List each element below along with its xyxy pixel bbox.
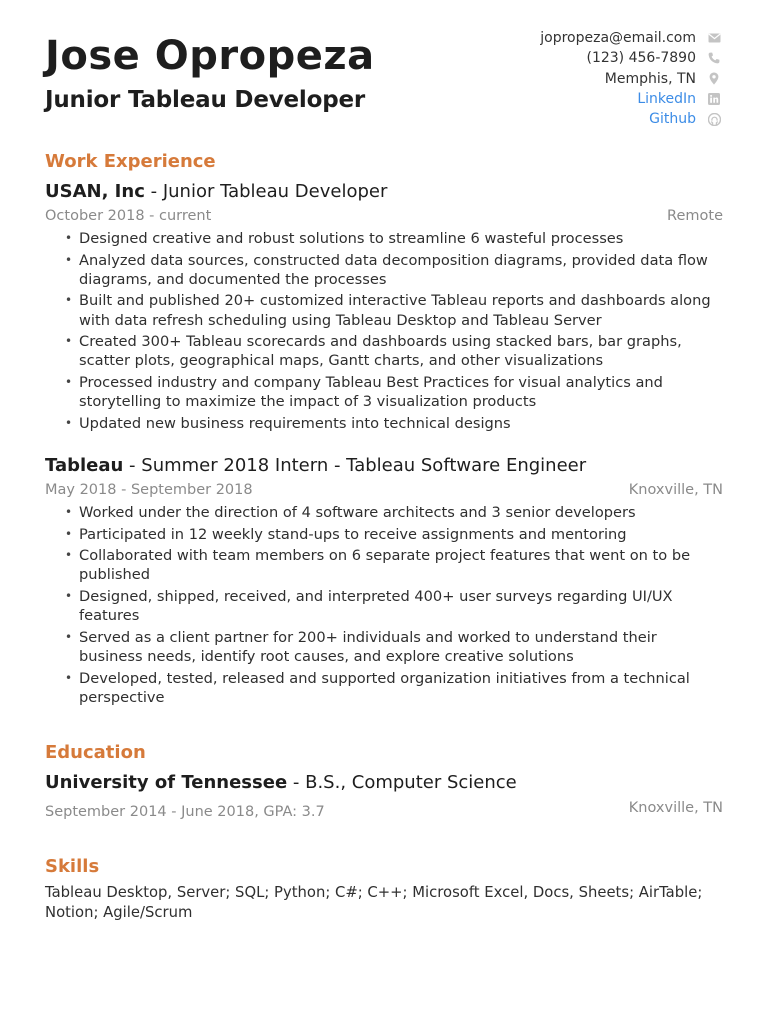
list-item: • Designed, shipped, received, and interpreted 400+ user surveys regarding UI/UX features bbox=[45, 587, 723, 625]
list-item: • Created 300+ Tableau scorecards and dashboards using stacked bars, bar graphs, scatter plots, geographical maps, Gantt charts, and other visualizations bbox=[45, 332, 723, 370]
section-heading-skills: Skills bbox=[45, 856, 100, 877]
list-item: • Worked under the direction of 4 software architects and 3 senior developers bbox=[45, 503, 723, 522]
job-role: - Junior Tableau Developer bbox=[144, 181, 388, 202]
candidate-title: Junior Tableau Developer bbox=[45, 87, 366, 113]
job-location: Knoxville, TN bbox=[628, 482, 723, 498]
list-item: • Collaborated with team members on 6 separate project features that went on to be published bbox=[45, 546, 723, 584]
contact-linkedin[interactable] bbox=[462, 89, 722, 109]
job-bullets bbox=[45, 503, 723, 709]
job-heading bbox=[45, 181, 387, 203]
list-item: • Updated new business requirements into technical designs bbox=[45, 414, 723, 433]
envelope-icon bbox=[706, 33, 722, 43]
list-item: • Participated in 12 weekly stand-ups to receive assignments and mentoring bbox=[45, 525, 723, 544]
education-location: Knoxville, TN bbox=[628, 800, 723, 816]
list-item: • Served as a client partner for 200+ individuals and worked to understand their business needs, identify root causes, and explore creative solutions bbox=[45, 628, 723, 666]
list-item: • Designed creative and robust solutions to streamline 6 wasteful processes bbox=[45, 229, 723, 248]
job-dates: October 2018 - current bbox=[45, 208, 212, 224]
job-location: Remote bbox=[667, 208, 723, 224]
contact-location bbox=[462, 69, 722, 89]
contact-block bbox=[462, 28, 722, 129]
job-bullets bbox=[45, 229, 723, 435]
linkedin-icon bbox=[706, 93, 722, 105]
section-heading-education: Education bbox=[45, 742, 146, 763]
map-pin-icon bbox=[706, 72, 722, 85]
email-text[interactable]: jopropeza@email.com bbox=[540, 30, 696, 46]
education-meta bbox=[45, 799, 723, 821]
list-item: • Processed industry and company Tableau Best Practices for visual analytics and storytelling to maximize the impact of 3 visualization products bbox=[45, 373, 723, 411]
linkedin-link[interactable]: LinkedIn bbox=[637, 90, 696, 107]
skills-list: Tableau Desktop, Server; SQL; Python; C#; C++; Microsoft Excel, Docs, Sheets; AirTable; Notion; Agile/Scrum bbox=[45, 884, 703, 921]
github-link[interactable]: Github bbox=[649, 111, 696, 128]
contact-phone[interactable] bbox=[462, 48, 722, 68]
github-icon bbox=[706, 113, 722, 126]
job-organization: Tableau bbox=[45, 455, 124, 476]
phone-icon bbox=[706, 52, 722, 64]
list-item: • Developed, tested, released and supported organization initiatives from a technical perspective bbox=[45, 669, 723, 707]
education-dates: September 2014 - June 2018, GPA: 3.7 bbox=[45, 804, 325, 820]
degree: - B.S., Computer Science bbox=[287, 772, 517, 793]
job-heading bbox=[45, 455, 586, 477]
job-organization: USAN, Inc bbox=[45, 181, 145, 202]
list-item: • Built and published 20+ customized interactive Tableau reports and dashboards along with data refresh scheduling using Tableau Desktop and Tableau Server bbox=[45, 291, 723, 329]
contact-email[interactable] bbox=[462, 28, 722, 48]
job-meta bbox=[45, 207, 723, 225]
job-meta bbox=[45, 481, 723, 499]
phone-text[interactable]: (123) 456-7890 bbox=[586, 50, 696, 67]
section-heading-work: Work Experience bbox=[45, 151, 216, 172]
candidate-name: Jose Opropeza bbox=[45, 33, 375, 79]
contact-github[interactable] bbox=[462, 109, 722, 129]
location-text: Memphis, TN bbox=[604, 70, 696, 87]
education-heading bbox=[45, 772, 517, 794]
job-role: - Summer 2018 Intern - Tableau Software Engineer bbox=[123, 455, 587, 476]
school-name: University of Tennessee bbox=[45, 772, 288, 793]
list-item: • Analyzed data sources, constructed data decomposition diagrams, provided data flow diagrams, and documented the processes bbox=[45, 251, 723, 289]
job-dates: May 2018 - September 2018 bbox=[45, 482, 253, 498]
